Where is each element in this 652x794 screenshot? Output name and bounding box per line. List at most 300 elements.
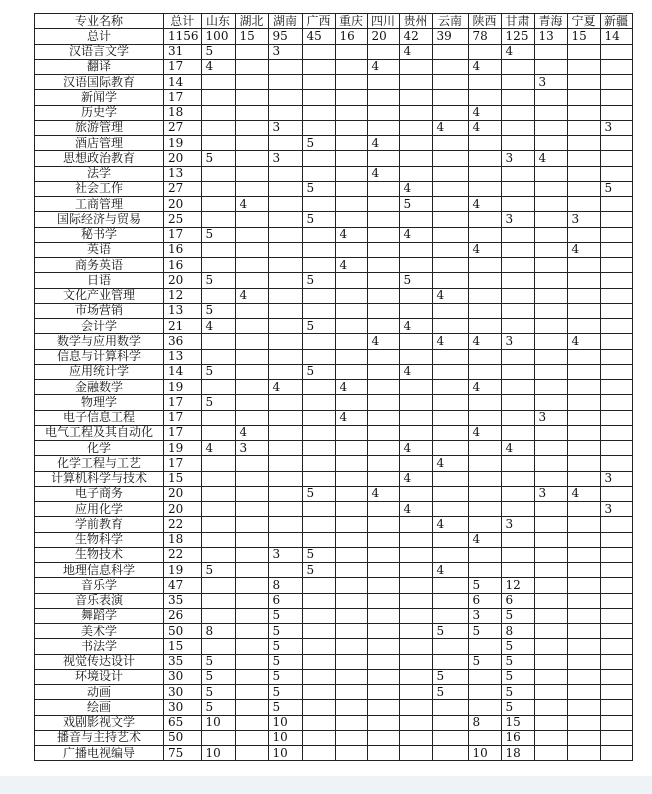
table-row [35, 319, 633, 334]
count-cell: 10 [468, 746, 501, 761]
count-cell [268, 456, 302, 471]
header-column: 贵州 [399, 14, 432, 29]
count-cell [201, 639, 235, 654]
table-row [35, 486, 633, 501]
count-cell [268, 273, 302, 288]
count-cell: 4 [432, 120, 468, 135]
count-cell: 25 [164, 212, 202, 227]
count-cell [335, 593, 367, 608]
count-cell: 4 [367, 59, 399, 74]
count-cell [268, 517, 302, 532]
major-name-cell: 国际经济与贸易 [35, 212, 164, 227]
count-cell [468, 258, 501, 273]
count-cell [600, 59, 632, 74]
count-cell [399, 120, 432, 135]
table-row [35, 380, 633, 395]
count-cell [534, 334, 567, 349]
count-cell [302, 746, 335, 761]
count-cell [268, 395, 302, 410]
count-cell [432, 593, 468, 608]
count-cell [335, 639, 367, 654]
count-cell [567, 197, 600, 212]
count-cell [501, 227, 534, 242]
count-cell [302, 669, 335, 684]
count-cell [235, 166, 268, 181]
count-cell [567, 578, 600, 593]
count-cell [367, 197, 399, 212]
count-cell [367, 44, 399, 59]
count-cell [235, 44, 268, 59]
count-cell [432, 181, 468, 196]
count-cell: 17 [164, 395, 202, 410]
table-row [35, 44, 633, 59]
major-name-cell: 翻译 [35, 59, 164, 74]
count-cell [235, 730, 268, 745]
count-cell [501, 75, 534, 90]
major-name-cell: 音乐学 [35, 578, 164, 593]
count-cell: 4 [335, 380, 367, 395]
count-cell [367, 563, 399, 578]
count-cell: 4 [501, 441, 534, 456]
table-row [35, 746, 633, 761]
count-cell: 5 [201, 563, 235, 578]
count-cell [567, 593, 600, 608]
count-cell [367, 746, 399, 761]
count-cell [367, 395, 399, 410]
count-cell [534, 120, 567, 135]
count-cell: 4 [468, 425, 501, 440]
count-cell [567, 700, 600, 715]
major-name-cell: 绘画 [35, 700, 164, 715]
count-cell [534, 380, 567, 395]
count-cell [567, 624, 600, 639]
count-cell: 5 [432, 624, 468, 639]
count-cell [201, 593, 235, 608]
count-cell: 20 [164, 197, 202, 212]
count-cell [567, 639, 600, 654]
count-cell [399, 532, 432, 547]
count-cell [468, 303, 501, 318]
count-cell: 5 [468, 578, 501, 593]
major-name-cell: 英语 [35, 242, 164, 257]
count-cell [468, 639, 501, 654]
table-row [35, 563, 633, 578]
count-cell [335, 669, 367, 684]
count-cell [268, 181, 302, 196]
count-cell: 1156 [164, 29, 202, 44]
count-cell [468, 349, 501, 364]
count-cell [432, 715, 468, 730]
count-cell [235, 700, 268, 715]
count-cell [367, 75, 399, 90]
count-cell [201, 471, 235, 486]
count-cell [501, 242, 534, 257]
count-cell [468, 166, 501, 181]
count-cell [468, 227, 501, 242]
count-cell: 5 [600, 181, 632, 196]
count-cell [399, 59, 432, 74]
table-row [35, 547, 633, 562]
major-name-cell: 动画 [35, 685, 164, 700]
count-cell [302, 608, 335, 623]
major-name-cell: 学前教育 [35, 517, 164, 532]
count-cell [501, 563, 534, 578]
count-cell: 19 [164, 380, 202, 395]
count-cell [567, 288, 600, 303]
count-cell [567, 273, 600, 288]
count-cell [367, 120, 399, 135]
count-cell [432, 349, 468, 364]
table-row [35, 75, 633, 90]
count-cell [567, 258, 600, 273]
count-cell [399, 456, 432, 471]
count-cell [367, 471, 399, 486]
table-row [35, 136, 633, 151]
count-cell [302, 120, 335, 135]
count-cell: 13 [164, 349, 202, 364]
count-cell [335, 364, 367, 379]
count-cell [201, 197, 235, 212]
count-cell [399, 425, 432, 440]
count-cell [501, 364, 534, 379]
count-cell [468, 319, 501, 334]
count-cell [534, 242, 567, 257]
count-cell: 20 [164, 273, 202, 288]
count-cell [268, 532, 302, 547]
count-cell [235, 593, 268, 608]
count-cell [302, 410, 335, 425]
count-cell [567, 75, 600, 90]
count-cell [367, 105, 399, 120]
count-cell [534, 456, 567, 471]
count-cell [367, 517, 399, 532]
table-row [35, 303, 633, 318]
count-cell: 12 [164, 288, 202, 303]
count-cell [367, 730, 399, 745]
table-row [35, 456, 633, 471]
count-cell [600, 105, 632, 120]
count-cell [534, 471, 567, 486]
count-cell [600, 227, 632, 242]
count-cell [302, 517, 335, 532]
count-cell [468, 700, 501, 715]
count-cell [335, 303, 367, 318]
count-cell: 4 [399, 319, 432, 334]
count-cell [600, 151, 632, 166]
count-cell [302, 303, 335, 318]
count-cell [201, 75, 235, 90]
count-cell: 5 [432, 685, 468, 700]
count-cell [468, 669, 501, 684]
count-cell [335, 624, 367, 639]
table-row [35, 242, 633, 257]
count-cell [534, 319, 567, 334]
count-cell [534, 746, 567, 761]
count-cell: 36 [164, 334, 202, 349]
count-cell [399, 639, 432, 654]
count-cell [335, 471, 367, 486]
count-cell: 78 [468, 29, 501, 44]
count-cell: 13 [164, 303, 202, 318]
header-column: 青海 [534, 14, 567, 29]
count-cell: 27 [164, 181, 202, 196]
count-cell [235, 715, 268, 730]
count-cell [235, 746, 268, 761]
count-cell [201, 181, 235, 196]
count-cell [600, 669, 632, 684]
count-cell [432, 608, 468, 623]
count-cell: 5 [399, 273, 432, 288]
count-cell [335, 730, 367, 745]
count-cell [534, 730, 567, 745]
count-cell [201, 425, 235, 440]
count-cell [432, 547, 468, 562]
count-cell [235, 685, 268, 700]
count-cell [399, 517, 432, 532]
count-cell: 5 [302, 563, 335, 578]
count-cell [235, 563, 268, 578]
major-name-cell: 书法学 [35, 639, 164, 654]
count-cell [567, 685, 600, 700]
table-row [35, 227, 633, 242]
count-cell [302, 334, 335, 349]
count-cell [268, 349, 302, 364]
count-cell [302, 425, 335, 440]
count-cell [432, 303, 468, 318]
count-cell [600, 654, 632, 669]
count-cell [302, 288, 335, 303]
count-cell [235, 639, 268, 654]
count-cell: 12 [501, 578, 534, 593]
major-name-cell: 秘书学 [35, 227, 164, 242]
count-cell: 5 [302, 181, 335, 196]
count-cell [468, 456, 501, 471]
count-cell: 50 [164, 624, 202, 639]
count-cell [501, 120, 534, 135]
header-column: 甘肃 [501, 14, 534, 29]
count-cell [399, 593, 432, 608]
count-cell [600, 303, 632, 318]
header-column: 云南 [432, 14, 468, 29]
count-cell [534, 105, 567, 120]
count-cell [302, 105, 335, 120]
count-cell [201, 288, 235, 303]
count-cell [201, 349, 235, 364]
count-cell [600, 288, 632, 303]
count-cell [367, 425, 399, 440]
count-cell [534, 517, 567, 532]
count-cell [468, 547, 501, 562]
major-name-cell: 新闻学 [35, 90, 164, 105]
count-cell [302, 730, 335, 745]
count-cell [335, 532, 367, 547]
count-cell: 4 [399, 441, 432, 456]
count-cell: 19 [164, 563, 202, 578]
count-cell: 5 [501, 669, 534, 684]
count-cell [432, 166, 468, 181]
count-cell: 3 [600, 120, 632, 135]
count-cell [367, 242, 399, 257]
count-cell [468, 212, 501, 227]
count-cell: 3 [534, 486, 567, 501]
count-cell: 4 [468, 120, 501, 135]
count-cell [302, 75, 335, 90]
count-cell [235, 136, 268, 151]
count-cell [600, 441, 632, 456]
count-cell: 4 [468, 242, 501, 257]
count-cell [235, 395, 268, 410]
count-cell: 4 [468, 334, 501, 349]
count-cell [567, 730, 600, 745]
count-cell [432, 471, 468, 486]
count-cell [501, 380, 534, 395]
table-row [35, 502, 633, 517]
major-name-cell: 视觉传达设计 [35, 654, 164, 669]
major-name-cell: 工商管理 [35, 197, 164, 212]
table-row [35, 197, 633, 212]
count-cell [201, 258, 235, 273]
count-cell [567, 410, 600, 425]
count-cell: 35 [164, 654, 202, 669]
major-name-cell: 化学工程与工艺 [35, 456, 164, 471]
count-cell: 17 [164, 90, 202, 105]
count-cell [399, 242, 432, 257]
count-cell: 5 [201, 685, 235, 700]
count-cell [534, 532, 567, 547]
count-cell [432, 59, 468, 74]
count-cell: 5 [399, 197, 432, 212]
count-cell [235, 181, 268, 196]
count-cell: 16 [164, 242, 202, 257]
count-cell [600, 44, 632, 59]
count-cell [600, 517, 632, 532]
count-cell: 4 [567, 486, 600, 501]
count-cell [201, 547, 235, 562]
count-cell: 19 [164, 441, 202, 456]
count-cell [600, 608, 632, 623]
count-cell: 75 [164, 746, 202, 761]
count-cell [567, 471, 600, 486]
count-cell [399, 166, 432, 181]
count-cell [600, 715, 632, 730]
count-cell [235, 578, 268, 593]
table-header-row [35, 14, 633, 29]
count-cell: 5 [201, 395, 235, 410]
count-cell [367, 502, 399, 517]
count-cell [567, 746, 600, 761]
table-row [35, 532, 633, 547]
count-cell [235, 517, 268, 532]
major-name-cell: 酒店管理 [35, 136, 164, 151]
count-cell [335, 105, 367, 120]
count-cell [235, 334, 268, 349]
count-cell [235, 364, 268, 379]
count-cell [235, 608, 268, 623]
count-cell: 4 [468, 532, 501, 547]
count-cell [468, 273, 501, 288]
count-cell [335, 395, 367, 410]
count-cell [335, 44, 367, 59]
count-cell [367, 593, 399, 608]
count-cell [268, 319, 302, 334]
major-name-cell: 电子信息工程 [35, 410, 164, 425]
count-cell [432, 136, 468, 151]
count-cell [302, 90, 335, 105]
count-cell [335, 654, 367, 669]
count-cell: 3 [501, 151, 534, 166]
count-cell: 6 [468, 593, 501, 608]
count-cell [201, 242, 235, 257]
count-cell [432, 532, 468, 547]
major-name-cell: 市场营销 [35, 303, 164, 318]
count-cell: 4 [534, 151, 567, 166]
count-cell [534, 502, 567, 517]
count-cell [567, 151, 600, 166]
count-cell [268, 563, 302, 578]
table-row [35, 425, 633, 440]
count-cell [268, 197, 302, 212]
count-cell: 15 [567, 29, 600, 44]
count-cell: 4 [201, 59, 235, 74]
count-cell [268, 441, 302, 456]
major-name-cell: 音乐表演 [35, 593, 164, 608]
count-cell [302, 532, 335, 547]
count-cell [201, 502, 235, 517]
table-row [35, 273, 633, 288]
count-cell [399, 715, 432, 730]
count-cell [600, 166, 632, 181]
count-cell: 4 [268, 380, 302, 395]
count-cell [432, 90, 468, 105]
count-cell [534, 547, 567, 562]
count-cell [501, 410, 534, 425]
count-cell [235, 90, 268, 105]
count-cell: 47 [164, 578, 202, 593]
count-cell [600, 593, 632, 608]
count-cell [600, 624, 632, 639]
count-cell [567, 303, 600, 318]
table-row [35, 288, 633, 303]
count-cell [399, 258, 432, 273]
count-cell [501, 59, 534, 74]
count-cell: 5 [302, 319, 335, 334]
count-cell: 4 [399, 44, 432, 59]
count-cell [302, 197, 335, 212]
count-cell [367, 410, 399, 425]
count-cell: 3 [534, 410, 567, 425]
count-cell: 5 [501, 685, 534, 700]
table-row [35, 258, 633, 273]
count-cell [268, 90, 302, 105]
count-cell [399, 486, 432, 501]
count-cell [501, 532, 534, 547]
count-cell [335, 685, 367, 700]
count-cell: 4 [432, 456, 468, 471]
major-name-cell: 计算机科学与技术 [35, 471, 164, 486]
major-name-cell: 应用化学 [35, 502, 164, 517]
major-name-cell: 文化产业管理 [35, 288, 164, 303]
table-row [35, 517, 633, 532]
major-name-cell: 物理学 [35, 395, 164, 410]
table-row [35, 349, 633, 364]
count-cell: 4 [432, 288, 468, 303]
count-cell [501, 90, 534, 105]
count-cell: 30 [164, 685, 202, 700]
count-cell [567, 715, 600, 730]
count-cell [534, 669, 567, 684]
count-cell: 4 [567, 334, 600, 349]
count-cell [367, 212, 399, 227]
